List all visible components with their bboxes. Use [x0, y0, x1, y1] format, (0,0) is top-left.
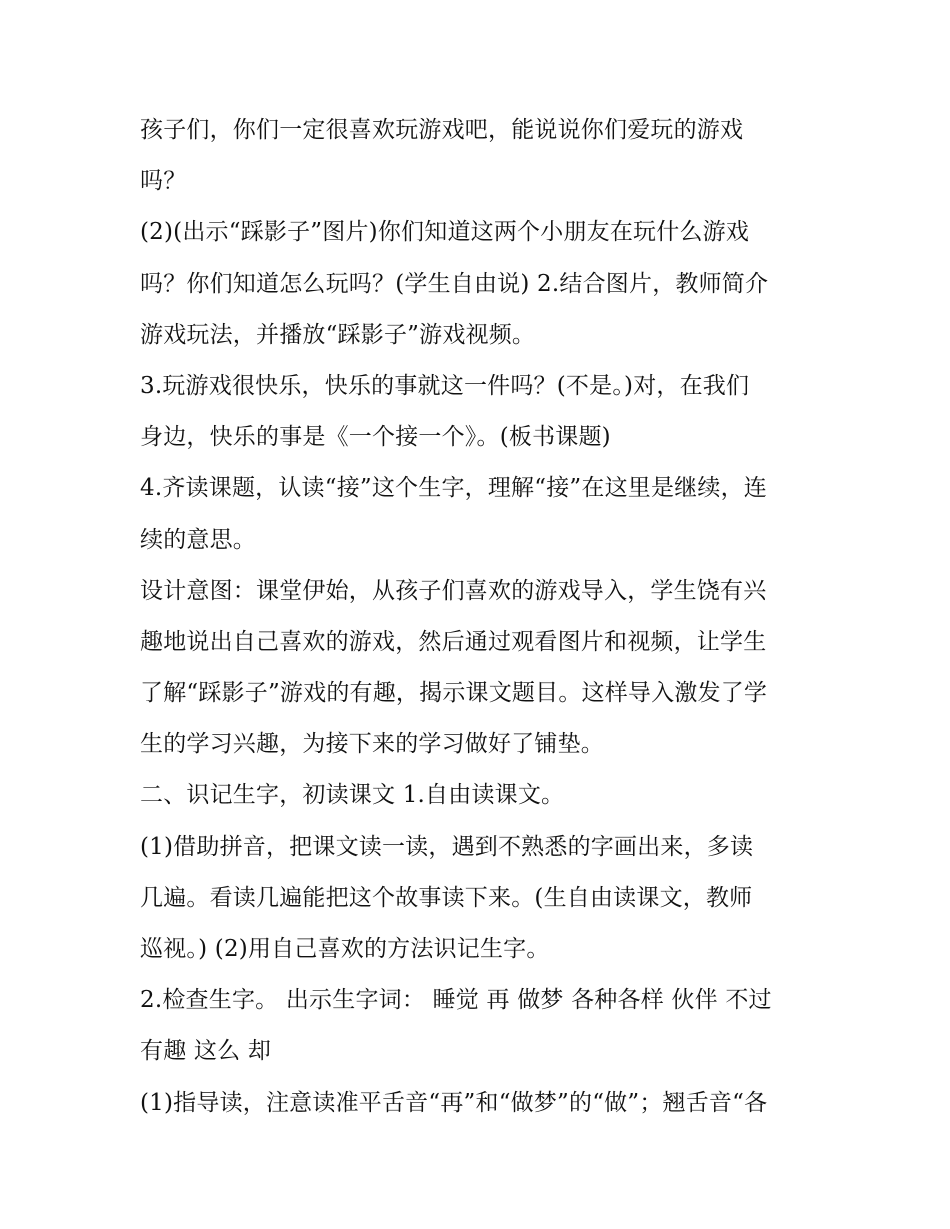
text-line: 孩子们，你们一定很喜欢玩游戏吧，能说说你们爱玩的游戏: [140, 117, 744, 143]
text-line: 续的意思。: [140, 526, 256, 553]
text-line: 二、识记生字，初读课文 1.自由读课文。: [140, 782, 565, 809]
text-line: 游戏玩法，并播放“踩影子”游戏视频。: [140, 321, 536, 348]
text-line: 吗？: [140, 168, 187, 195]
document-body: [140, 105, 820, 1129]
text-line: 趣地说出自己喜欢的游戏，然后通过观看图片和视频，让学生: [140, 628, 767, 655]
text-line: (1)指导读，注意读准平舌音“再”和“做梦”的“做”；翘舌音“各: [140, 1089, 768, 1116]
text-line: 身边，快乐的事是《一个接一个》。(板书课题): [140, 424, 611, 451]
text-line: 有趣 这么 却: [140, 1038, 272, 1065]
text-line: 设计意图：课堂伊始，从孩子们喜欢的游戏导入，学生饶有兴: [140, 577, 767, 604]
text-line: 4.齐读课题，认读“接”这个生字，理解“接”在这里是继续，连: [140, 475, 767, 502]
text-line: 生的学习兴趣，为接下来的学习做好了铺垫。: [140, 731, 604, 758]
text-line: (1)借助拼音，把课文读一读，遇到不熟悉的字画出来，多读: [140, 833, 754, 860]
text-line: 3.玩游戏很快乐，快乐的事就这一件吗？(不是。)对，在我们: [140, 372, 750, 399]
text-line: 了解“踩影子”游戏的有趣，揭示课文题目。这样导入激发了学: [140, 680, 768, 707]
text-line: (2)(出示“踩影子”图片)你们知道这两个小朋友在玩什么游戏: [140, 219, 750, 246]
text-line: 几遍。看读几遍能把这个故事读下来。(生自由读课文，教师: [140, 884, 753, 911]
text-line: 2.检查生字。 出示生字词： 睡觉 再 做梦 各种各样 伙伴 不过: [140, 987, 772, 1014]
text-line: 巡视。) (2)用自己喜欢的方法识记生字。: [140, 936, 550, 962]
text-line: 吗？你们知道怎么玩吗？(学生自由说) 2.结合图片，教师简介: [140, 270, 769, 297]
